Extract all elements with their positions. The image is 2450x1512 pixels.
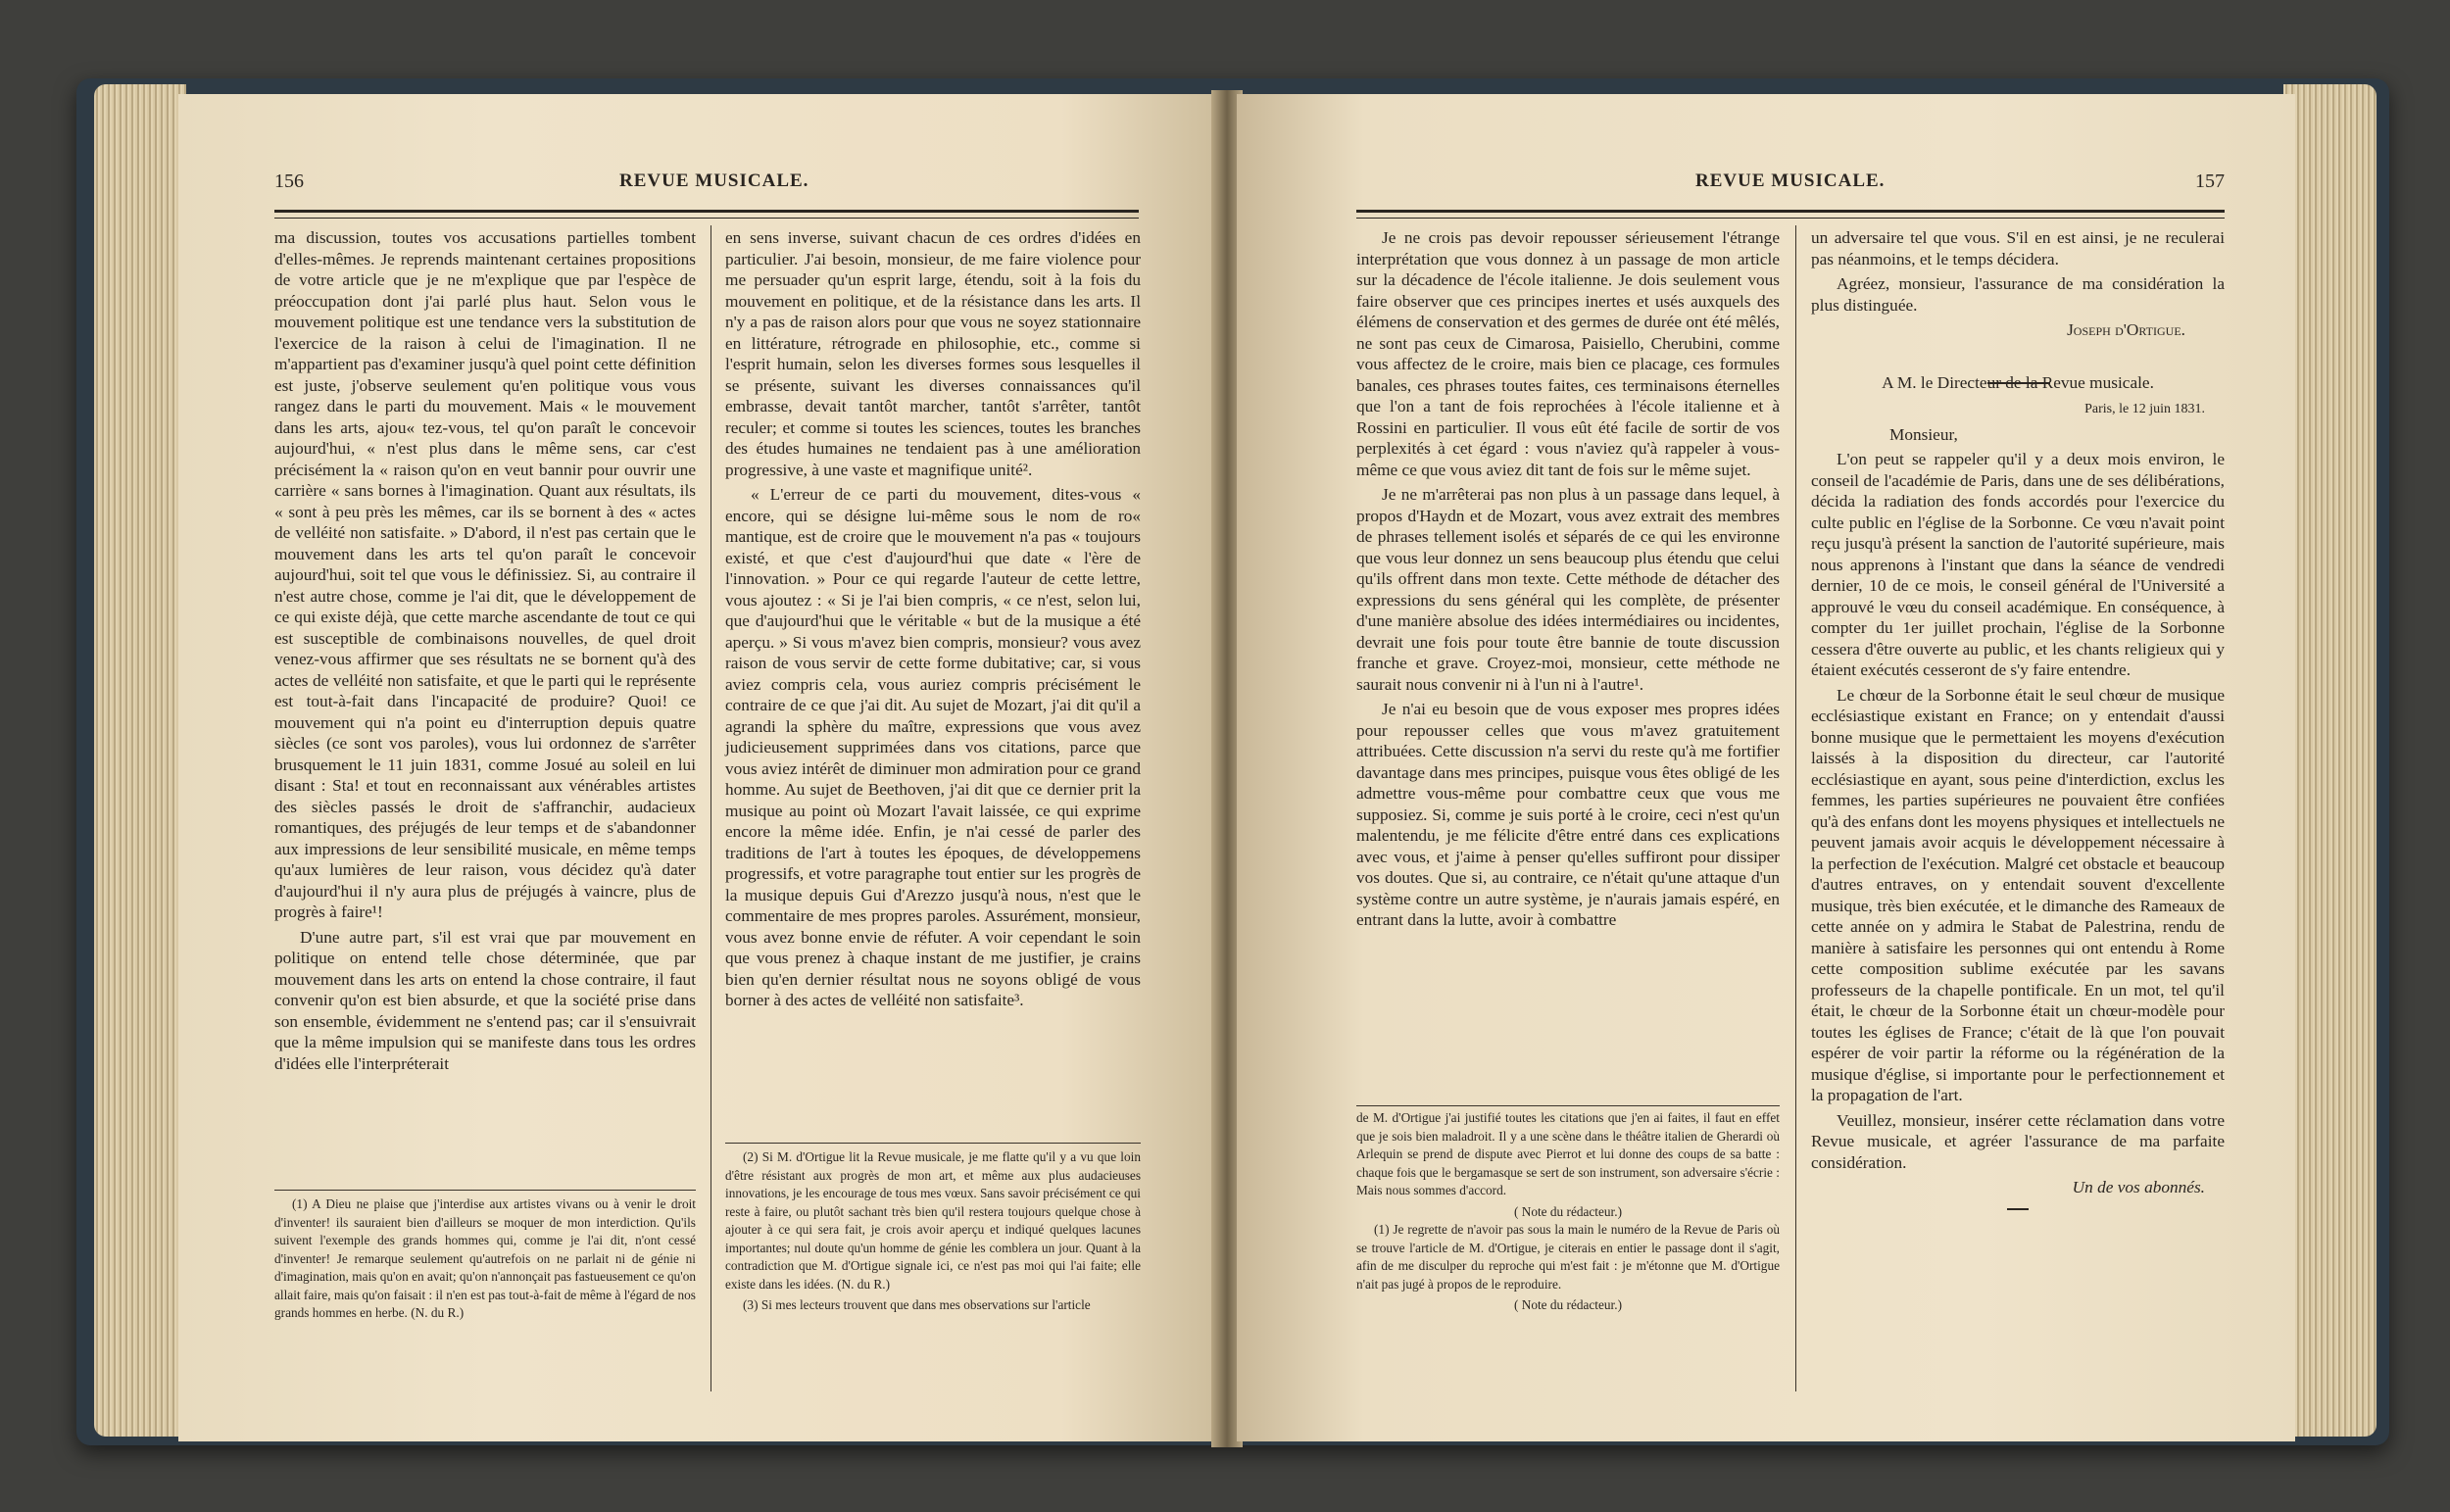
right-column-2 [1811,227,2225,1210]
footnote-text: (2) Si M. d'Ortigue lit la Revue musicale, je me flatte qu'il y a vu que loin d'être résistant aux progrès de mon art, et même aux plus audacieuses innovations, je les encourage de tous mes vœux. Sans savoir précisément ce qui reste à faire, ou plutôt sachant très bien qu'il restera toujours quelque chose à ajouter à ce qui sera fait, je crois avoir aperçu et indiqué quelques lacunes importantes; nul doute qu'un homme de génie les comblera un jour. Quant à la contradiction que M. d'Ortigue signale ici, ce n'est pas moi qui l'ai faite; elle existe dans les idées. (N. du R.) [725,1149,1141,1292]
footnote-text: (1) Je regrette de n'avoir pas sous la main le numéro de la Revue de Paris où se trouve l'article de M. d'Ortigue, je citerais en entier le passage dont il s'agit, afin de me disculper du reproche qui m'est fait : je m'étonne que M. d'Ortigue n'ait pas jugé à propos de le reproduire. [1356,1222,1780,1292]
paragraph: « L'erreur de ce parti du mouvement, dites-vous « encore, qui se désigne lui-même sous le nom de ro« mantique, est de croire que le mouvement n'a pas « toujours existé, et que c'est d'aujourd'hui que date « l'ère de l'innovation. » Pour ce qui regarde l'auteur de cette lettre, vous ajoutez : « Si je l'ai bien compris, « ce n'est, selon lui, que d'aujourd'hui que le véritable « but de la musique a été aperçu. » Si vous m'avez bien compris, monsieur? vous avez raison de vous servir de cette forme dubitative; car, si vous aviez compris cela, vous auriez compris précisément le contraire de ce que j'ai dit. Au sujet de Mozart, j'ai dit qu'il a agrandi la sphère du maître, expressions que vous avez judicieusement supprimées dans vos citations, parce que vous aviez intérêt de diminuer mon admiration pour ce grand homme. Au sujet de Beethoven, j'ai dit que ce dernier prit la musique au point où Mozart l'avait laissée, ce qui exprime encore la même idée. Enfin, je n'ai cessé de parler des traditions de l'art à toutes les époques, de développemens progressifs, et votre paragraphe tout entier sur les progrès de la musique depuis Gui d'Arezzo jusqu'à nous, n'est que le commentaire de mes propres paroles. Assurément, monsieur, vous avez bonne envie de réfuter. A voir cependant le soin que vous prenez à chaque instant de me justifier, je crains bien qu'en dernier résultat nous ne soyons obligé de vous borner à des actes de velléité non satisfaite³. [725,485,1141,1009]
separator-rule [1987,382,2050,384]
footnote [274,1195,696,1326]
footnote-rule [725,1143,1141,1144]
footnotes [1356,1109,1780,1315]
paragraph: L'on peut se rappeler qu'il y a deux mois environ, le conseil de l'académie de Paris, dans une de ses délibérations, décida la radiation des fonds accordés pour l'exercice du culte public en l'église de la Sorbonne. Ce vœu n'avait point reçu jusqu'à présent la sanction de l'autorité supérieure, mais nous apprenons à l'instant que dans la séance de vendredi dernier, 10 de ce mois, le conseil général de l'Université a approuvé le vœu du conseil académique. En conséquence, à compter du 1er juillet prochain, l'église de la Sorbonne cessera d'être ouverte au public, et les chants religieux qui y étaient exécutés cesseront de s'y faire entendre. [1811,450,2225,679]
page-edges-left [94,84,186,1437]
footnote-text: de M. d'Ortigue j'ai justifié toutes les citations que j'en ai faites, il faut en effet que je sois bien maladroit. Il y a une scène dans le théâtre italien de Gherardi où Arlequin se prend de dispute avec Pierrot et lui donne des coups de sa batte : chaque fois que le bergamasque se sert de son instrument, son adversaire s'écrie : Mais nous sommes d'accord. [1356,1110,1780,1197]
column-divider [710,225,711,1391]
signature: Un de vos abonnés. [2072,1178,2205,1196]
paragraph: un adversaire tel que vous. S'il en est ainsi, je ne reculerai pas néanmoins, et le temps décidera. [1811,228,2225,268]
page-number: 156 [274,171,304,192]
paragraph: Agréez, monsieur, l'assurance de ma considération la plus distinguée. [1811,274,2225,315]
footnote-text: (3) Si mes lecteurs trouvent que dans mes observations sur l'article [743,1297,1091,1312]
paragraph: Je ne crois pas devoir repousser sérieusement l'étrange interprétation que vous donnez à un passage de mon article sur la décadence de l'école italienne. Je dois seulement vous faire observer que ces principes inertes et usés auxquels des élémens de conservation et des germes de durée ont été mêlés, ne sont pas ceux de Cimarosa, Paisiello, Cherubini, comme vous affectez de le croire, mais bien ce placage, ces formules banales, ces phrases toutes faites, ces terminaisons éternelles que l'on a tant de fois reprochées à l'école italienne et à Rossini en particulier. Il vous eût été facile de sortir de vos perplexités à cet égard : vous n'aviez qu'à rappeler à vous-même ce que vous aviez dit tant de fois sur le même sujet. [1356,228,1780,479]
running-head: REVUE MUSICALE. [619,171,809,191]
left-page [178,94,1217,1441]
right-page [1237,94,2295,1441]
footnote-text: (1) A Dieu ne plaise que j'interdise aux artistes vivans ou à venir le droit d'inventer! ils sauraient bien d'ailleurs se moquer de mon interdiction. Qu'ils suivent l'exemple des grands hommes qui, comme je l'ai dit, n'ont cessé d'inventer! Je remarque seulement qu'autrefois on ne parlait ni de génie ni d'imagination, mais qu'on en avait; qu'on n'annonçait pas fastueusement ce qu'on allait faire, mais qu'on faisait : il n'en est pas tout-à-fait de même à l'égard de nos grands hommes en herbe. (N. du R.) [274,1196,696,1320]
paragraph: Le chœur de la Sorbonne était le seul chœur de musique ecclésiastique existant en France; on y entendait d'aussi bonne musique que le permettaient les moyens d'exécution laissés à la disposition du directeur, car l'autorité ecclésiastique en ayant, sous peine d'interdiction, exclus les femmes, les parties supérieures ne pouvaient être confiées qu'à des enfans dont les moyens physiques et intellectuels ne peuvent jamais avoir acquis le développement nécessaire à la perfection de l'exécution. Malgré cet obstacle et beaucoup d'autres entraves, on y entendait souvent d'excellente musique, très bien exécutée, et le dimanche des Rameaux de cette année on y admira le Stabat de Palestrina, rendu de manière à satisfaire les personnes qui ont entendu à Rome cette composition sublime exécutée par les savans professeurs de la chapelle pontificale. En un mot, tel qu'il était, le chœur de la Sorbonne était un chœur-modèle pour toutes les églises de France; c'était de là que l'on pouvait espérer de voir partir la réforme ou la régénération de la musique d'église, si importante pour le perfectionnement et la propagation de l'art. [1811,685,2225,1104]
left-column-2 [725,227,1141,1015]
running-head: REVUE MUSICALE. [1695,171,1886,191]
end-rule [2007,1208,2029,1210]
salutation: Monsieur, [1889,424,1958,444]
paragraph: D'une autre part, s'il est vrai que par mouvement en politique on entend telle chose déterminée, que par mouvement dans les arts on entend la chose contraire, il faut convenir qu'on est bien absurde, et que la société prise dans son ensemble, évidemment ne s'entend pas; car il s'ensuivrait que la même impulsion qui se manifeste dans tous les ordres d'idées elle l'interpréterait [274,927,696,1073]
paragraph: ma discussion, toutes vos accusations partielles tombent d'elles-mêmes. Je reprends maintenant certaines propositions de votre article que je ne m'explique que par l'espèce de préoccupation dont j'ai parlé plus haut. Selon vous le mouvement politique est une tendance vers la substitution de l'exercice de la raison à celui de l'imagination. Il ne m'appartient pas d'examiner jusqu'à quel point cette définition est juste, j'observe seulement qu'en politique vous vous rangez dans le parti du mouvement. Mais « le mouvement dans les arts, ajou« tez-vous, tel qu'on paraît le concevoir aujourd'hui, « n'est plus dans le même sens, car c'est précisément la « raison qu'on en veut bannir pour ouvrir une carrière « sans bornes à l'imagination. Quant aux résultats, ils « sont à peu près les mêmes, car ils se bornent à des « actes de velléité non satisfaite. » D'abord, il n'est pas certain que le mouvement dans les arts tel qu'on paraît le concevoir aujourd'hui, soit tel que vous le définissiez. Si, au contraire il n'est autre chose, comme je l'ai dit, que le développement de ce qui existe déjà, que cette marche ascendante de tout ce qui est susceptible de combinaisons nouvelles, de quel droit venez-vous affirmer que ses résultats ne se bornent qu'à des actes de velléité non satisfaite, et que le parti qui le représente est tout-à-fait dans l'incapacité de produire? Quoi! ce mouvement qui n'a point eu d'interruption depuis quatre siècles (ce sont vos paroles), vous lui ordonnez de s'arrêter brusquement le 11 juin 1831, comme Josué au soleil en lui disant : Sta! et tout en reconnaissant aux vénérables artistes des siècles passés le droit de s'affranchir, audacieux romantiques, des préjugés de leur temps et de s'abandonner aux impressions de leur sensibilité musicale, en même temps qu'aux lumières de leur raison, vous décidez qu'à dater d'aujourd'hui il n'y aura plus de préjugés à vaincre, plus de progrès à faire¹! [274,228,696,921]
page-number: 157 [2195,171,2225,192]
letter-heading: A M. le Directeur de la Revue musicale. [1882,372,2154,392]
paragraph: Je n'ai eu besoin que de vous exposer mes propres idées pour repousser celles que vous m'avez gratuitement attribuées. Cette discussion n'a servi du reste qu'à me fortifier davantage dans mes principes, puisque vous êtes obligé de les admettre vous-même pour combattre ceux que vous me supposiez. Si, comme je suis porté à le croire, ceci n'est qu'un malentendu, je me félicite d'être entré dans ces explications avec vous, et j'aime à penser qu'elles suffiront pour dissiper vos doutes. Que si, au contraire, ce n'était qu'une attaque d'un système contre un autre système, je n'aurais jamais espéré, en entrant dans la lutte, avoir à combattre [1356,700,1780,929]
right-column-1 [1356,227,1780,935]
editor-note: ( Note du rédacteur.) [1513,1297,1623,1312]
footnote-rule [274,1190,696,1191]
column-divider [1795,225,1796,1391]
page-edges-right [2283,84,2376,1437]
paragraph: Je ne m'arrêterai pas non plus à un passage dans lequel, à propos d'Haydn et de Mozart, vous avez extrait des membres de phrases tellement isolés et séparés de ce qui les environne que vous leur donnez un sens beaucoup plus étendu que celui qu'ils offrent dans mon texte. Cette méthode de détacher des expressions du sens général qui les complète, de présenter d'une manière absolue des idées intermédiaires ou incidentes, devrait une fois pour toute être bannie de toute discussion franche et grave. Croyez-moi, monsieur, cette méthode ne saurait nous convenir ni à l'un ni à l'autre¹. [1356,485,1780,694]
editor-note: ( Note du rédacteur.) [1513,1203,1623,1219]
footnotes [725,1148,1141,1318]
footnote-rule [1356,1105,1780,1106]
header-rule [274,210,1139,219]
paragraph: en sens inverse, suivant chacun de ces ordres d'idées en particulier. J'ai besoin, monsieur, de me faire violence pour me persuader qu'un esprit large, étendu, soit à la fois du mouvement en politique, et de la résistance dans les arts. Il n'y a pas de raison alors pour que vous ne soyez stationnaire en littérature, rétrograde en philosophie, etc., comme si l'esprit humain, selon les diverses formes sous lesquelles il se présente, suivant les diverses connaissances qu'il embrasse, devait tantôt marcher, tantôt s'arrêter, tantôt reculer; et comme si toutes les sciences, toutes les branches des études humaines ne tendaient pas à une amélioration progressive, à une vaste et magnifique unité². [725,228,1141,479]
paragraph: Veuillez, monsieur, insérer cette réclamation dans votre Revue musicale, et agréer l'assurance de ma parfaite considération. [1811,1110,2225,1172]
letter-date: Paris, le 12 juin 1831. [2084,402,2205,416]
header-rule [1356,210,2225,219]
left-column-1 [274,227,696,1078]
signature: Joseph d'Ortigue. [2067,320,2185,339]
